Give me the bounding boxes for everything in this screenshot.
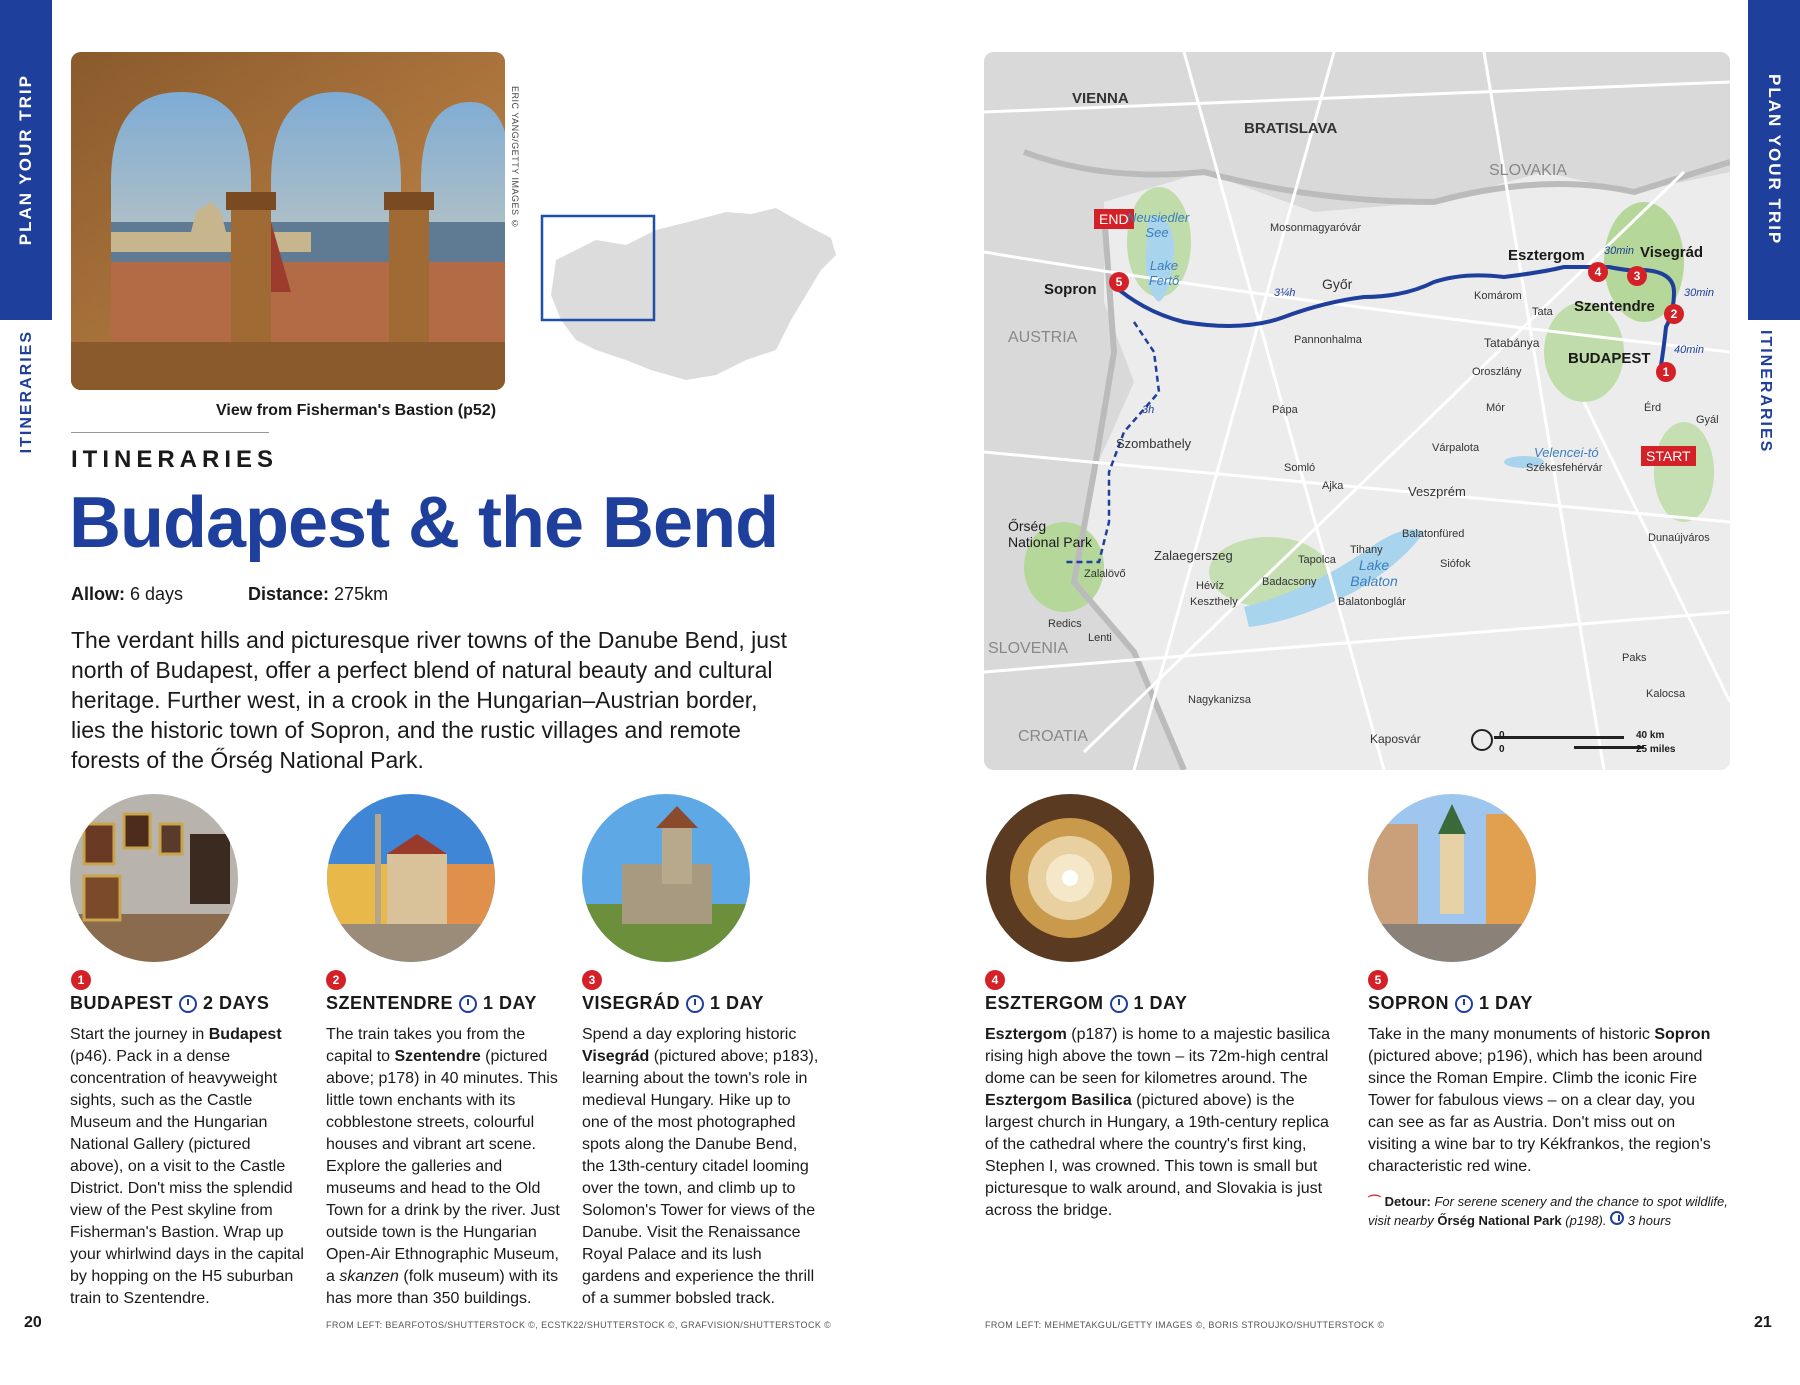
stop-5-number: 5 — [1368, 970, 1388, 990]
stop-5-text: Take in the many monuments of historic Sopron (pictured above; p196), which has been around since the Roman Empire. Climb the iconic Fire Tower for fabulous views – on a clear day, you can see as far as Austria. Don't miss out on visiting a wine bar to try Kékfrankos, the region's characteristic red wine. — [1368, 1026, 1711, 1175]
map-label-bratislava: BRATISLAVA — [1244, 120, 1338, 137]
tab-label: PLAN YOUR TRIP — [1765, 74, 1784, 246]
map-time-1: 3¼h — [1274, 287, 1296, 299]
map-town: Lenti — [1088, 632, 1112, 644]
stop-5-heading: SOPRON 1 DAY — [1368, 993, 1533, 1013]
map-town-budapest: BUDAPEST — [1568, 350, 1651, 367]
map-town: Keszthely — [1190, 596, 1238, 608]
stop-3-number: 3 — [582, 970, 602, 990]
map-label-austria: AUSTRIA — [1008, 329, 1078, 346]
route-marker-4: 4 — [1588, 262, 1608, 282]
stop-3-text: Spend a day exploring historic Visegrád (pictured above; p183), learning about the town's role in medieval Hungary. Hike up to one of the most photographed spots along the Danube Bend, the 13th-century citadel looming over the town, and climb up to Solomon's Tower for views of the Danube. Visit the Renaissance Royal Palace and its lush gardens and experience the thrill of a summer bobsled track. — [582, 1026, 819, 1307]
map-town: Mór — [1486, 402, 1505, 414]
map-town: Paks — [1622, 652, 1647, 664]
detour-icon: ⌒ — [1368, 1194, 1382, 1209]
route-map — [984, 52, 1730, 770]
map-time-5: 3h — [1142, 404, 1155, 416]
sopron-photo — [1368, 794, 1536, 962]
scale-zero-mi: 0 — [1499, 744, 1505, 755]
map-town: Győr — [1322, 276, 1353, 292]
map-town: Tatabánya — [1484, 336, 1540, 350]
map-label-croatia: CROATIA — [1018, 728, 1088, 745]
route-marker-5: 5 — [1109, 272, 1129, 292]
scale-zero-km: 0 — [1499, 730, 1505, 741]
map-time-4: 40min — [1674, 344, 1704, 356]
photo-credits-left: FROM LEFT: BEARFOTOS/SHUTTERSTOCK ©, ECSTK22/SHUTTERSTOCK ©, GRAFVISION/SHUTTERSTOCK © — [326, 1320, 832, 1330]
map-town: Veszprém — [1408, 484, 1466, 499]
hero-photo-credit: ERIC YANG/GETTY IMAGES © — [510, 86, 520, 230]
intro-paragraph: The verdant hills and picturesque river towns of the Danube Bend, just north of Budapest, offer a perfect blend of natural beauty and cultural heritage. Further west, in a crook in the Hungarian–Austrian border, lies the historic town of Sopron, and the rustic villages and remote forests of the Őrség National Park. — [71, 627, 787, 773]
map-water-neusiedler: Neusiedler See — [1127, 210, 1190, 240]
map-town: Tapolca — [1298, 554, 1336, 566]
stop-1-heading: BUDAPEST 2 DAYS — [70, 993, 270, 1013]
map-town: Somló — [1284, 462, 1316, 474]
map-end-label: END — [1094, 209, 1134, 229]
clock-icon — [686, 995, 704, 1013]
stop-3-heading: VISEGRÁD 1 DAY — [582, 993, 764, 1013]
map-town: Komárom — [1474, 290, 1522, 302]
stop-4-heading: ESZTERGOM 1 DAY — [985, 993, 1188, 1013]
stop-4-text: Esztergom (p187) is home to a majestic basilica rising high above the town – its 72m-high central dome can be seen for kilometres around. The Esztergom Basilica (pictured above) is the largest church in Hungary, a 19th-century replica of the cathedral where the country's first king, Stephen I, was crowned. This town is small but picturesque to walk around, and Slovakia is just across the bridge. — [985, 1026, 1331, 1219]
fishermans-bastion-photo — [71, 52, 505, 390]
map-town: Hévíz — [1196, 580, 1225, 592]
map-town: Zalaegerszeg — [1154, 548, 1233, 563]
map-water-ferto: Lake Fertő — [1148, 258, 1180, 288]
hero-caption: View from Fisherman's Bastion (p52) — [216, 402, 497, 419]
map-town: Balatonfüred — [1402, 528, 1465, 540]
esztergom-dome-photo — [986, 794, 1154, 962]
map-town-esztergom: Esztergom — [1508, 247, 1585, 264]
budapest-gallery-photo — [70, 794, 238, 962]
szentendre-photo — [327, 794, 495, 962]
map-start-label: START — [1641, 446, 1696, 466]
itineraries-tab-left: ITINERARIES — [18, 330, 35, 454]
map-town: Redics — [1048, 618, 1082, 630]
itineraries-tab-right: ITINERARIES — [1757, 330, 1774, 454]
hungary-locator-map — [536, 200, 846, 395]
clock-icon — [179, 995, 197, 1013]
map-town: Tihany — [1350, 544, 1383, 556]
map-town: Balatonboglár — [1338, 596, 1406, 608]
map-town: Várpalota — [1432, 442, 1480, 454]
map-town: Gyál — [1696, 414, 1719, 426]
map-town: Tata — [1532, 306, 1553, 318]
map-water-balaton: Lake Balaton — [1350, 557, 1398, 589]
map-town: Pannonhalma — [1294, 334, 1362, 346]
map-town: Székesfehérvár — [1526, 462, 1603, 474]
detour-note: ⌒ Detour: For serene scenery and the chance to spot wildlife, visit nearby Őrség National Park (p198). 3 hours — [1368, 1194, 1728, 1228]
map-town: Érd — [1644, 402, 1662, 414]
distance-meta: Distance: 275km — [248, 584, 389, 604]
map-town: Nagykanizsa — [1188, 694, 1251, 706]
map-town: Mosonmagyaróvár — [1270, 222, 1362, 234]
allow-meta: Allow: 6 days — [71, 584, 184, 604]
map-town: Pápa — [1272, 404, 1298, 416]
plan-your-trip-tab-right — [1748, 0, 1800, 320]
map-town-sopron: Sopron — [1044, 281, 1097, 298]
map-town: Badacsony — [1262, 576, 1317, 588]
stop-2-text: The train takes you from the capital to Szentendre (pictured above; p178) in 40 minutes. This little town enchants with its cobblestone streets, colourful houses and vibrant art scene. Explore the galleries and museums and head to the Old Town for a drink by the river. Just outside town is the Hungarian Open-Air Ethnographic Museum, a skanzen (folk museum) with its has more than 350 buildings. — [326, 1026, 560, 1307]
map-town: Kaposvár — [1370, 732, 1421, 746]
page-number-right: 21 — [1754, 1314, 1772, 1331]
page-number-left: 20 — [24, 1314, 42, 1331]
map-label-slovakia: SLOVAKIA — [1489, 162, 1567, 179]
scale-miles: 25 miles — [1636, 744, 1676, 755]
stop-1-text: Start the journey in Budapest (p46). Pack in a dense concentration of heavyweight sights, such as the Castle Museum and the Hungarian National Gallery (pictured above), on a visit to the Castle District. Don't miss the splendid view of the Pest skyline from Fisherman's Bastion. Wrap up your whirlwind days in the capital by hopping on the H5 suburban train to Szentendre. — [70, 1026, 304, 1307]
map-park-orseg: Őrség National Park — [1008, 518, 1093, 550]
stop-1-number: 1 — [71, 970, 91, 990]
header-rule — [71, 432, 269, 433]
clock-icon — [1110, 995, 1128, 1013]
map-time-2: 30min — [1604, 245, 1634, 257]
photo-credits-right: FROM LEFT: MEHMETAKGUL/GETTY IMAGES ©, BORIS STROUJKO/SHUTTERSTOCK © — [985, 1320, 1385, 1330]
visegrad-photo — [582, 794, 750, 962]
map-label-vienna: VIENNA — [1072, 90, 1129, 107]
map-time-3: 30min — [1684, 287, 1714, 299]
map-town: Oroszlány — [1472, 366, 1522, 378]
clock-icon — [1455, 995, 1473, 1013]
map-town: Dunaújváros — [1648, 532, 1710, 544]
scale-km: 40 km — [1636, 730, 1665, 741]
map-town: Siófok — [1440, 558, 1471, 570]
clock-icon — [1610, 1211, 1624, 1225]
map-town: Kalocsa — [1646, 688, 1686, 700]
route-marker-2: 2 — [1664, 304, 1684, 324]
map-town: Zalalövő — [1084, 568, 1126, 580]
plan-your-trip-tab-left — [0, 0, 52, 320]
map-water-velencei: Velencei-tó — [1534, 445, 1599, 460]
map-town: Szombathely — [1116, 436, 1192, 451]
tab-label: PLAN YOUR TRIP — [16, 74, 35, 246]
page-title: Budapest & the Bend — [69, 483, 779, 563]
stop-2-number: 2 — [326, 970, 346, 990]
section-kicker: ITINERARIES — [71, 446, 279, 473]
map-town-visegrad: Visegrád — [1640, 244, 1704, 261]
map-label-slovenia: SLOVENIA — [988, 640, 1069, 657]
map-town-szentendre: Szentendre — [1574, 298, 1655, 315]
stop-2-heading: SZENTENDRE 1 DAY — [326, 993, 537, 1013]
route-marker-3: 3 — [1627, 266, 1647, 286]
route-marker-1: 1 — [1656, 362, 1676, 382]
map-town: Ajka — [1322, 480, 1344, 492]
clock-icon — [459, 995, 477, 1013]
stop-4-number: 4 — [985, 970, 1005, 990]
